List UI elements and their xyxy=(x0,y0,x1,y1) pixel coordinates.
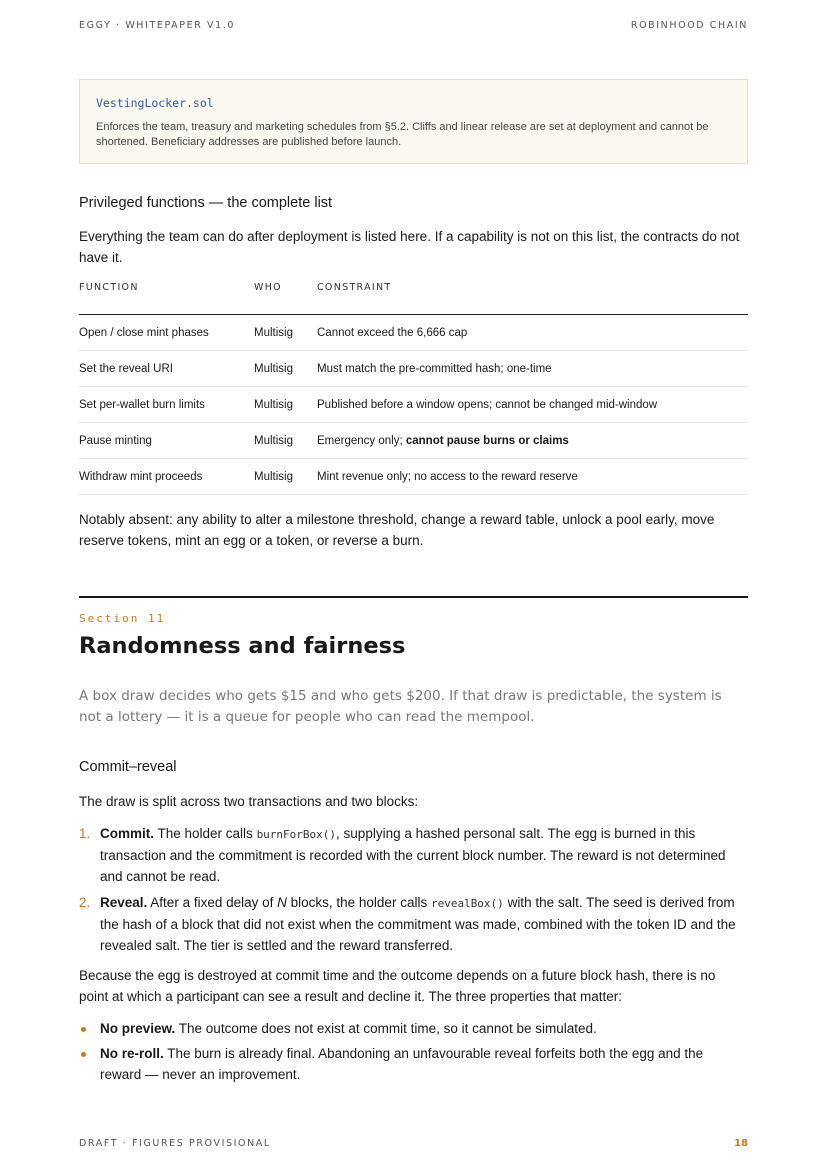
constraint-emphasis: cannot pause burns or claims xyxy=(405,434,569,447)
cell-who: Multisig xyxy=(254,315,317,351)
cell-constraint xyxy=(317,423,748,459)
cell-constraint xyxy=(317,459,748,495)
privileged-heading: Privileged functions — the complete list xyxy=(79,195,333,211)
column-header-function: FUNCTION xyxy=(79,282,254,315)
cell-constraint xyxy=(317,351,748,387)
page-number: 18 xyxy=(734,1138,748,1149)
table-header-row xyxy=(79,282,748,315)
section-divider xyxy=(79,596,748,598)
cell-function: Set per-wallet burn limits xyxy=(79,387,254,423)
contract-filename: VestingLocker.sol xyxy=(96,96,214,110)
section-title: Randomness and fairness xyxy=(79,633,406,659)
property-text: The burn is already final. Abandoning an unfavourable reveal forfeits both the egg and the reward — never an improvement. xyxy=(100,1046,704,1082)
table-row xyxy=(79,387,748,423)
function-name: revealBox() xyxy=(430,897,504,910)
cell-function: Set the reveal URI xyxy=(79,351,254,387)
column-header-who: WHO xyxy=(254,282,317,315)
constraint-text: Cannot exceed the 6,666 cap xyxy=(317,326,468,339)
property-text: The outcome does not exist at commit time, so it cannot be simulated. xyxy=(175,1021,597,1036)
table-row xyxy=(79,351,748,387)
step-text: with the salt. The seed is derived from the hash of a block that did not exist when the commitment was made, combined with the token ID and the revealed salt. The tier is settled and the reward transferred. xyxy=(100,895,736,953)
notably-absent-paragraph: Notably absent: any ability to alter a milestone threshold, change a reward table, unlock a pool early, move reserve tokens, mint an egg or a token, or reverse a burn. xyxy=(79,512,715,548)
list-item xyxy=(79,1043,748,1085)
section-lede: A box draw decides who gets $15 and who gets $200. If that draw is predictable, the system is not a lottery — it is a queue for people who can read the mempool. xyxy=(79,688,722,725)
step-number: 2. xyxy=(79,895,91,910)
cell-who: Multisig xyxy=(254,351,317,387)
cell-who: Multisig xyxy=(254,423,317,459)
constraint-text: Published before a window opens; cannot be changed mid-window xyxy=(317,398,658,411)
table-row xyxy=(79,459,748,495)
variable-n: N xyxy=(277,895,287,910)
commit-reveal-steps xyxy=(79,823,748,961)
cell-who: Multisig xyxy=(254,387,317,423)
contract-description: Enforces the team, treasury and marketing schedules from §5.2. Cliffs and linear release are set at deployment and cannot be shortened. Beneficiary addresses are published before launch. xyxy=(96,121,709,148)
list-item xyxy=(79,823,748,887)
list-item xyxy=(79,1018,748,1039)
constraint-text: Mint revenue only; no access to the reward reserve xyxy=(317,470,578,483)
cell-constraint xyxy=(317,315,748,351)
cell-constraint xyxy=(317,387,748,423)
list-item xyxy=(79,892,748,956)
table-row xyxy=(79,423,748,459)
commit-reveal-heading: Commit–reveal xyxy=(79,759,177,775)
cell-who: Multisig xyxy=(254,459,317,495)
running-header-left: EGGY · WHITEPAPER V1.0 xyxy=(79,20,236,31)
step-text: After a fixed delay of xyxy=(147,895,278,910)
bullet-dot xyxy=(81,1027,86,1032)
function-name: burnForBox() xyxy=(256,828,337,841)
running-footer: DRAFT · FIGURES PROVISIONAL xyxy=(79,1138,271,1149)
table-row xyxy=(79,315,748,351)
property-title: No re-roll. xyxy=(100,1046,164,1061)
column-header-constraint: CONSTRAINT xyxy=(317,282,748,315)
step-title: Reveal. xyxy=(100,895,148,910)
step-text: blocks, the holder calls xyxy=(286,895,431,910)
contract-callout xyxy=(79,79,748,164)
step-title: Commit. xyxy=(100,826,154,841)
privileged-table xyxy=(79,282,748,495)
privileged-intro: Everything the team can do after deployment is listed here. If a capability is not on this list, the contracts do not have it. xyxy=(79,229,740,265)
step-text: , supplying a hashed personal salt. The egg is burned in this transaction and the commitment is recorded with the current block number. The reward is not determined and cannot be read. xyxy=(100,826,726,884)
step-number: 1. xyxy=(79,826,91,841)
property-title: No preview. xyxy=(100,1021,176,1036)
constraint-text: Emergency only; xyxy=(317,434,406,447)
cell-function: Pause minting xyxy=(79,423,254,459)
cell-function: Withdraw mint proceeds xyxy=(79,459,254,495)
section-label: Section 11 xyxy=(79,612,166,625)
cell-function: Open / close mint phases xyxy=(79,315,254,351)
running-header-right: ROBINHOOD CHAIN xyxy=(630,20,748,31)
because-paragraph: Because the egg is destroyed at commit time and the outcome depends on a future block hash, there is no point at which a participant can see a result and decline it. The three properties that matter: xyxy=(79,968,716,1004)
constraint-text: Must match the pre-committed hash; one-time xyxy=(317,362,552,375)
step-text: The holder calls xyxy=(154,826,257,841)
commit-reveal-intro: The draw is split across two transactions and two blocks: xyxy=(79,794,419,809)
bullet-dot xyxy=(81,1052,86,1057)
properties-list xyxy=(79,1018,748,1089)
